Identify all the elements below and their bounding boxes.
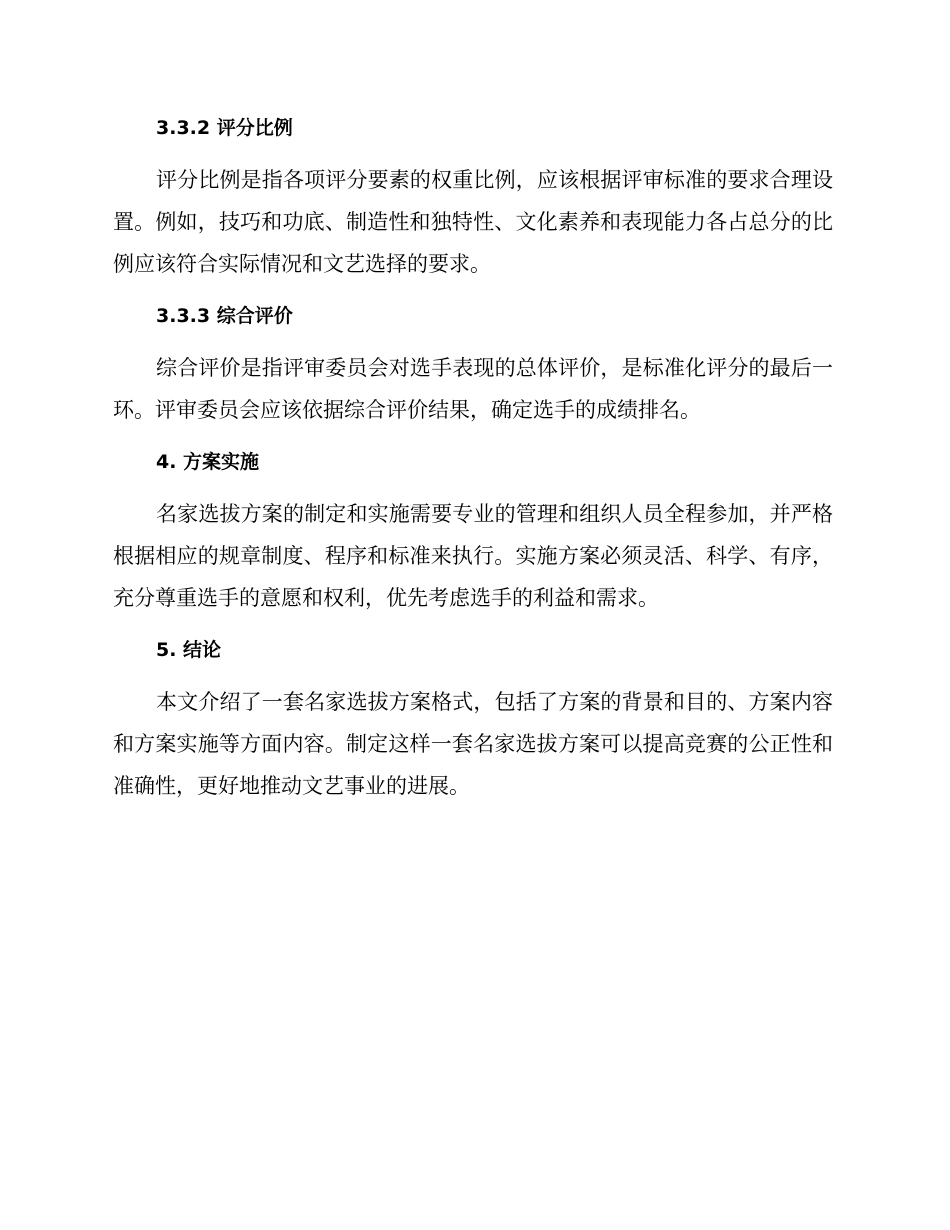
section-paragraph-3-3-3: 综合评价是指评审委员会对选手表现的总体评价，是标准化评分的最后一环。评审委员会应该依据综合评价结果，确定选手的成绩排名。	[113, 356, 833, 422]
section-heading-4: 4. 方案实施	[156, 451, 260, 473]
section-heading-5: 5. 结论	[156, 639, 222, 661]
section-heading-3-3-3: 3.3.3 综合评价	[156, 305, 293, 327]
section-heading-3-3-2: 3.3.2 评分比例	[156, 117, 293, 139]
section-paragraph-3-3-2: 评分比例是指各项评分要素的权重比例，应该根据评审标准的要求合理设置。例如，技巧和功底、制造性和独特性、文化素养和表现能力各占总分的比例应该符合实际情况和文艺选择的要求。	[113, 168, 833, 276]
document-body	[113, 110, 833, 807]
section-paragraph-4: 名家选拔方案的制定和实施需要专业的管理和组织人员全程参加，并严格根据相应的规章制度、程序和标准来执行。实施方案必须灵活、科学、有序，充分尊重选手的意愿和权利，优先考虑选手的利益和需求。	[113, 502, 833, 610]
section-paragraph-5: 本文介绍了一套名家选拔方案格式，包括了方案的背景和目的、方案内容和方案实施等方面内容。制定这样一套名家选拔方案可以提高竞赛的公正性和准确性，更好地推动文艺事业的进展。	[113, 690, 833, 798]
